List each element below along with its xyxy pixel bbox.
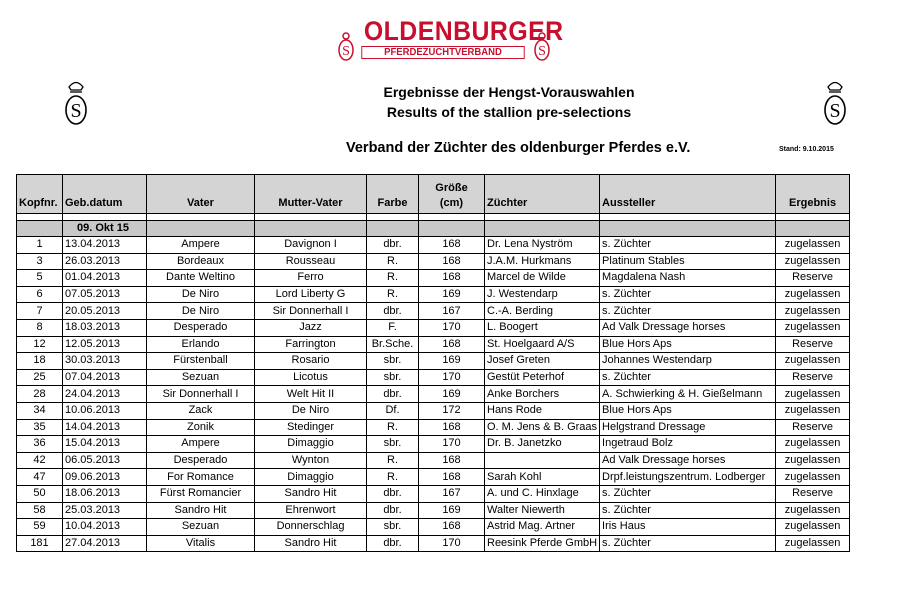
group-row [17, 221, 850, 237]
cell-kopfnr: 28 [17, 386, 63, 403]
cell-kopfnr: 25 [17, 369, 63, 386]
table-row [17, 485, 850, 502]
table-row [17, 419, 850, 436]
cell-muttervater: Sandro Hit [255, 485, 367, 502]
cell-vater: Desperado [147, 319, 255, 336]
cell-ergebnis: zugelassen [776, 402, 850, 419]
cell-groesse: 168 [419, 469, 485, 486]
col-ergebnis: Ergebnis [776, 175, 850, 214]
cell-aussteller: Magdalena Nash [600, 270, 776, 287]
table-row [17, 319, 850, 336]
group-label: 09. Okt 15 [63, 221, 147, 237]
cell-ergebnis: zugelassen [776, 286, 850, 303]
cell-groesse: 168 [419, 519, 485, 536]
cell-zuechter: Sarah Kohl [485, 469, 600, 486]
cell-vater: Sezuan [147, 519, 255, 536]
col-groesse-line1: Größe [435, 182, 468, 194]
cell-aussteller: Ad Valk Dressage horses [600, 452, 776, 469]
col-kopfnr: Kopfnr. [17, 175, 63, 214]
cell-vater: De Niro [147, 286, 255, 303]
oldenburg-crest-icon [337, 32, 355, 62]
col-vater: Vater [147, 175, 255, 214]
cell-gebdatum: 09.06.2013 [63, 469, 147, 486]
cell-kopfnr: 47 [17, 469, 63, 486]
cell-ergebnis: zugelassen [776, 502, 850, 519]
cell-groesse: 168 [419, 336, 485, 353]
cell-kopfnr: 181 [17, 535, 63, 552]
cell-farbe: dbr. [367, 386, 419, 403]
cell-zuechter [485, 452, 600, 469]
cell-gebdatum: 06.05.2013 [63, 452, 147, 469]
cell-kopfnr: 18 [17, 353, 63, 370]
cell-aussteller: Blue Hors Aps [600, 402, 776, 419]
cell-zuechter: Dr. B. Janetzko [485, 436, 600, 453]
table-header-row [17, 175, 850, 214]
cell-groesse: 170 [419, 369, 485, 386]
cell-kopfnr: 58 [17, 502, 63, 519]
cell-zuechter: J.A.M. Hurkmans [485, 253, 600, 270]
logo-subtitle: PFERDEZUCHTVERBAND [361, 46, 524, 59]
cell-muttervater: Farrington [255, 336, 367, 353]
cell-ergebnis: zugelassen [776, 386, 850, 403]
cell-vater: Zonik [147, 419, 255, 436]
cell-vater: Fürstenball [147, 353, 255, 370]
cell-gebdatum: 20.05.2013 [63, 303, 147, 320]
cell-groesse: 170 [419, 319, 485, 336]
cell-ergebnis: zugelassen [776, 303, 850, 320]
cell-groesse: 170 [419, 436, 485, 453]
cell-kopfnr: 36 [17, 436, 63, 453]
cell-vater: Ampere [147, 237, 255, 254]
col-aussteller: Aussteller [600, 175, 776, 214]
oldenburg-crest-icon [533, 32, 551, 62]
cell-muttervater: Ehrenwort [255, 502, 367, 519]
cell-muttervater: Rosario [255, 353, 367, 370]
table-row [17, 237, 850, 254]
cell-gebdatum: 27.04.2013 [63, 535, 147, 552]
cell-gebdatum: 30.03.2013 [63, 353, 147, 370]
cell-vater: Ampere [147, 436, 255, 453]
cell-farbe: R. [367, 452, 419, 469]
cell-ergebnis: zugelassen [776, 452, 850, 469]
cell-groesse: 169 [419, 353, 485, 370]
results-table [16, 174, 850, 552]
table-row [17, 452, 850, 469]
cell-vater: Sandro Hit [147, 502, 255, 519]
table-row [17, 535, 850, 552]
cell-farbe: Df. [367, 402, 419, 419]
cell-farbe: sbr. [367, 436, 419, 453]
cell-zuechter: Gestüt Peterhof [485, 369, 600, 386]
page-title-en: Results of the stallion pre-selections [386, 104, 632, 120]
cell-ergebnis: zugelassen [776, 519, 850, 536]
cell-gebdatum: 18.06.2013 [63, 485, 147, 502]
cell-aussteller: s. Züchter [600, 237, 776, 254]
cell-zuechter: Dr. Lena Nyström [485, 237, 600, 254]
stand-date: Stand: 9.10.2015 [779, 146, 834, 153]
cell-kopfnr: 42 [17, 452, 63, 469]
cell-aussteller: s. Züchter [600, 303, 776, 320]
cell-zuechter: Anke Borchers [485, 386, 600, 403]
cell-farbe: dbr. [367, 237, 419, 254]
cell-zuechter: Reesink Pferde GmbH [485, 535, 600, 552]
cell-gebdatum: 25.03.2013 [63, 502, 147, 519]
col-groesse [419, 175, 485, 214]
cell-farbe: sbr. [367, 353, 419, 370]
cell-gebdatum: 13.04.2013 [63, 237, 147, 254]
cell-farbe: dbr. [367, 502, 419, 519]
cell-vater: Bordeaux [147, 253, 255, 270]
cell-groesse: 169 [419, 286, 485, 303]
cell-ergebnis: zugelassen [776, 353, 850, 370]
cell-kopfnr: 50 [17, 485, 63, 502]
cell-vater: Vitalis [147, 535, 255, 552]
cell-ergebnis: zugelassen [776, 469, 850, 486]
cell-ergebnis: Reserve [776, 485, 850, 502]
cell-farbe: sbr. [367, 519, 419, 536]
cell-aussteller: Johannes Westendarp [600, 353, 776, 370]
cell-kopfnr: 34 [17, 402, 63, 419]
cell-farbe: R. [367, 270, 419, 287]
cell-ergebnis: Reserve [776, 419, 850, 436]
svg-text:S: S [70, 100, 82, 122]
cell-kopfnr: 59 [17, 519, 63, 536]
cell-muttervater: Sandro Hit [255, 535, 367, 552]
cell-muttervater: Donnerschlag [255, 519, 367, 536]
cell-ergebnis: zugelassen [776, 253, 850, 270]
col-muttervater: Mutter-Vater [255, 175, 367, 214]
cell-gebdatum: 14.04.2013 [63, 419, 147, 436]
cell-kopfnr: 5 [17, 270, 63, 287]
cell-muttervater: Dimaggio [255, 436, 367, 453]
separator-row [17, 214, 850, 221]
cell-muttervater: Jazz [255, 319, 367, 336]
cell-zuechter: St. Hoelgaard A/S [485, 336, 600, 353]
cell-kopfnr: 1 [17, 237, 63, 254]
table-row [17, 469, 850, 486]
cell-muttervater: Lord Liberty G [255, 286, 367, 303]
cell-farbe: Br.Sche. [367, 336, 419, 353]
cell-vater: Sir Donnerhall I [147, 386, 255, 403]
association-name: Verband der Züchter des oldenburger Pferdes e.V. [346, 140, 691, 156]
cell-farbe: F. [367, 319, 419, 336]
cell-aussteller: Drpf.leistungszentrum. Lodberger [600, 469, 776, 486]
cell-muttervater: Welt Hit II [255, 386, 367, 403]
table-row [17, 402, 850, 419]
cell-ergebnis: zugelassen [776, 436, 850, 453]
cell-groesse: 168 [419, 270, 485, 287]
cell-kopfnr: 3 [17, 253, 63, 270]
cell-zuechter: Walter Niewerth [485, 502, 600, 519]
cell-gebdatum: 07.04.2013 [63, 369, 147, 386]
cell-farbe: R. [367, 419, 419, 436]
page-title-de: Ergebnisse der Hengst-Vorauswahlen [383, 84, 635, 100]
cell-ergebnis: Reserve [776, 336, 850, 353]
cell-zuechter: L. Boogert [485, 319, 600, 336]
cell-aussteller: Helgstrand Dressage [600, 419, 776, 436]
cell-gebdatum: 18.03.2013 [63, 319, 147, 336]
cell-gebdatum: 15.04.2013 [63, 436, 147, 453]
cell-zuechter: Marcel de Wilde [485, 270, 600, 287]
cell-vater: Dante Weltino [147, 270, 255, 287]
cell-zuechter: O. M. Jens & B. Graas [485, 419, 600, 436]
cell-muttervater: Sir Donnerhall I [255, 303, 367, 320]
cell-muttervater: Stedinger [255, 419, 367, 436]
cell-kopfnr: 7 [17, 303, 63, 320]
cell-farbe: dbr. [367, 485, 419, 502]
table-row [17, 270, 850, 287]
cell-groesse: 169 [419, 502, 485, 519]
cell-ergebnis: zugelassen [776, 319, 850, 336]
cell-aussteller: s. Züchter [600, 535, 776, 552]
cell-groesse: 170 [419, 535, 485, 552]
col-zuechter: Züchter [485, 175, 600, 214]
cell-vater: Desperado [147, 452, 255, 469]
cell-vater: De Niro [147, 303, 255, 320]
cell-muttervater: Davignon I [255, 237, 367, 254]
cell-aussteller: Platinum Stables [600, 253, 776, 270]
cell-vater: Fürst Romancier [147, 485, 255, 502]
cell-gebdatum: 24.04.2013 [63, 386, 147, 403]
cell-vater: Erlando [147, 336, 255, 353]
table-row [17, 369, 850, 386]
col-farbe: Farbe [367, 175, 419, 214]
cell-kopfnr: 35 [17, 419, 63, 436]
cell-groesse: 168 [419, 419, 485, 436]
cell-aussteller: s. Züchter [600, 485, 776, 502]
svg-text:S: S [829, 100, 841, 122]
cell-ergebnis: zugelassen [776, 535, 850, 552]
oldenburger-logo [337, 16, 564, 66]
cell-aussteller: A. Schwierking & H. Gießelmann [600, 386, 776, 403]
cell-gebdatum: 26.03.2013 [63, 253, 147, 270]
table-row [17, 303, 850, 320]
cell-aussteller: Ad Valk Dressage horses [600, 319, 776, 336]
cell-farbe: dbr. [367, 303, 419, 320]
table-row [17, 286, 850, 303]
logo-title: OLDENBURGER [363, 16, 564, 46]
table-row [17, 353, 850, 370]
cell-zuechter: C.-A. Berding [485, 303, 600, 320]
cell-aussteller: s. Züchter [600, 502, 776, 519]
cell-gebdatum: 10.04.2013 [63, 519, 147, 536]
cell-vater: For Romance [147, 469, 255, 486]
cell-aussteller: Blue Hors Aps [600, 336, 776, 353]
cell-farbe: dbr. [367, 535, 419, 552]
cell-ergebnis: Reserve [776, 369, 850, 386]
svg-text:S: S [342, 44, 350, 59]
table-row [17, 436, 850, 453]
cell-zuechter: Astrid Mag. Artner [485, 519, 600, 536]
cell-gebdatum: 10.06.2013 [63, 402, 147, 419]
col-gebdatum: Geb.datum [63, 175, 147, 214]
cell-aussteller: Iris Haus [600, 519, 776, 536]
cell-muttervater: Licotus [255, 369, 367, 386]
cell-aussteller: s. Züchter [600, 369, 776, 386]
cell-groesse: 172 [419, 402, 485, 419]
table-row [17, 502, 850, 519]
table-row [17, 336, 850, 353]
cell-groesse: 168 [419, 237, 485, 254]
cell-vater: Sezuan [147, 369, 255, 386]
svg-text:S: S [538, 44, 546, 59]
cell-ergebnis: zugelassen [776, 237, 850, 254]
cell-zuechter: Hans Rode [485, 402, 600, 419]
cell-farbe: R. [367, 253, 419, 270]
cell-gebdatum: 01.04.2013 [63, 270, 147, 287]
cell-zuechter: Josef Greten [485, 353, 600, 370]
cell-aussteller: s. Züchter [600, 286, 776, 303]
cell-muttervater: Dimaggio [255, 469, 367, 486]
col-groesse-line2: (cm) [439, 197, 464, 209]
cell-aussteller: Ingetraud Bolz [600, 436, 776, 453]
cell-groesse: 168 [419, 253, 485, 270]
cell-gebdatum: 07.05.2013 [63, 286, 147, 303]
cell-muttervater: Ferro [255, 270, 367, 287]
cell-ergebnis: Reserve [776, 270, 850, 287]
cell-zuechter: A. und C. Hinxlage [485, 485, 600, 502]
cell-groesse: 167 [419, 303, 485, 320]
cell-farbe: R. [367, 286, 419, 303]
table-row [17, 253, 850, 270]
cell-muttervater: Rousseau [255, 253, 367, 270]
cell-zuechter: J. Westendarp [485, 286, 600, 303]
cell-kopfnr: 6 [17, 286, 63, 303]
cell-muttervater: Wynton [255, 452, 367, 469]
cell-farbe: sbr. [367, 369, 419, 386]
cell-gebdatum: 12.05.2013 [63, 336, 147, 353]
table-row [17, 386, 850, 403]
cell-kopfnr: 8 [17, 319, 63, 336]
cell-groesse: 169 [419, 386, 485, 403]
table-row [17, 519, 850, 536]
cell-vater: Zack [147, 402, 255, 419]
cell-kopfnr: 12 [17, 336, 63, 353]
cell-farbe: R. [367, 469, 419, 486]
cell-groesse: 167 [419, 485, 485, 502]
cell-muttervater: De Niro [255, 402, 367, 419]
cell-groesse: 168 [419, 452, 485, 469]
